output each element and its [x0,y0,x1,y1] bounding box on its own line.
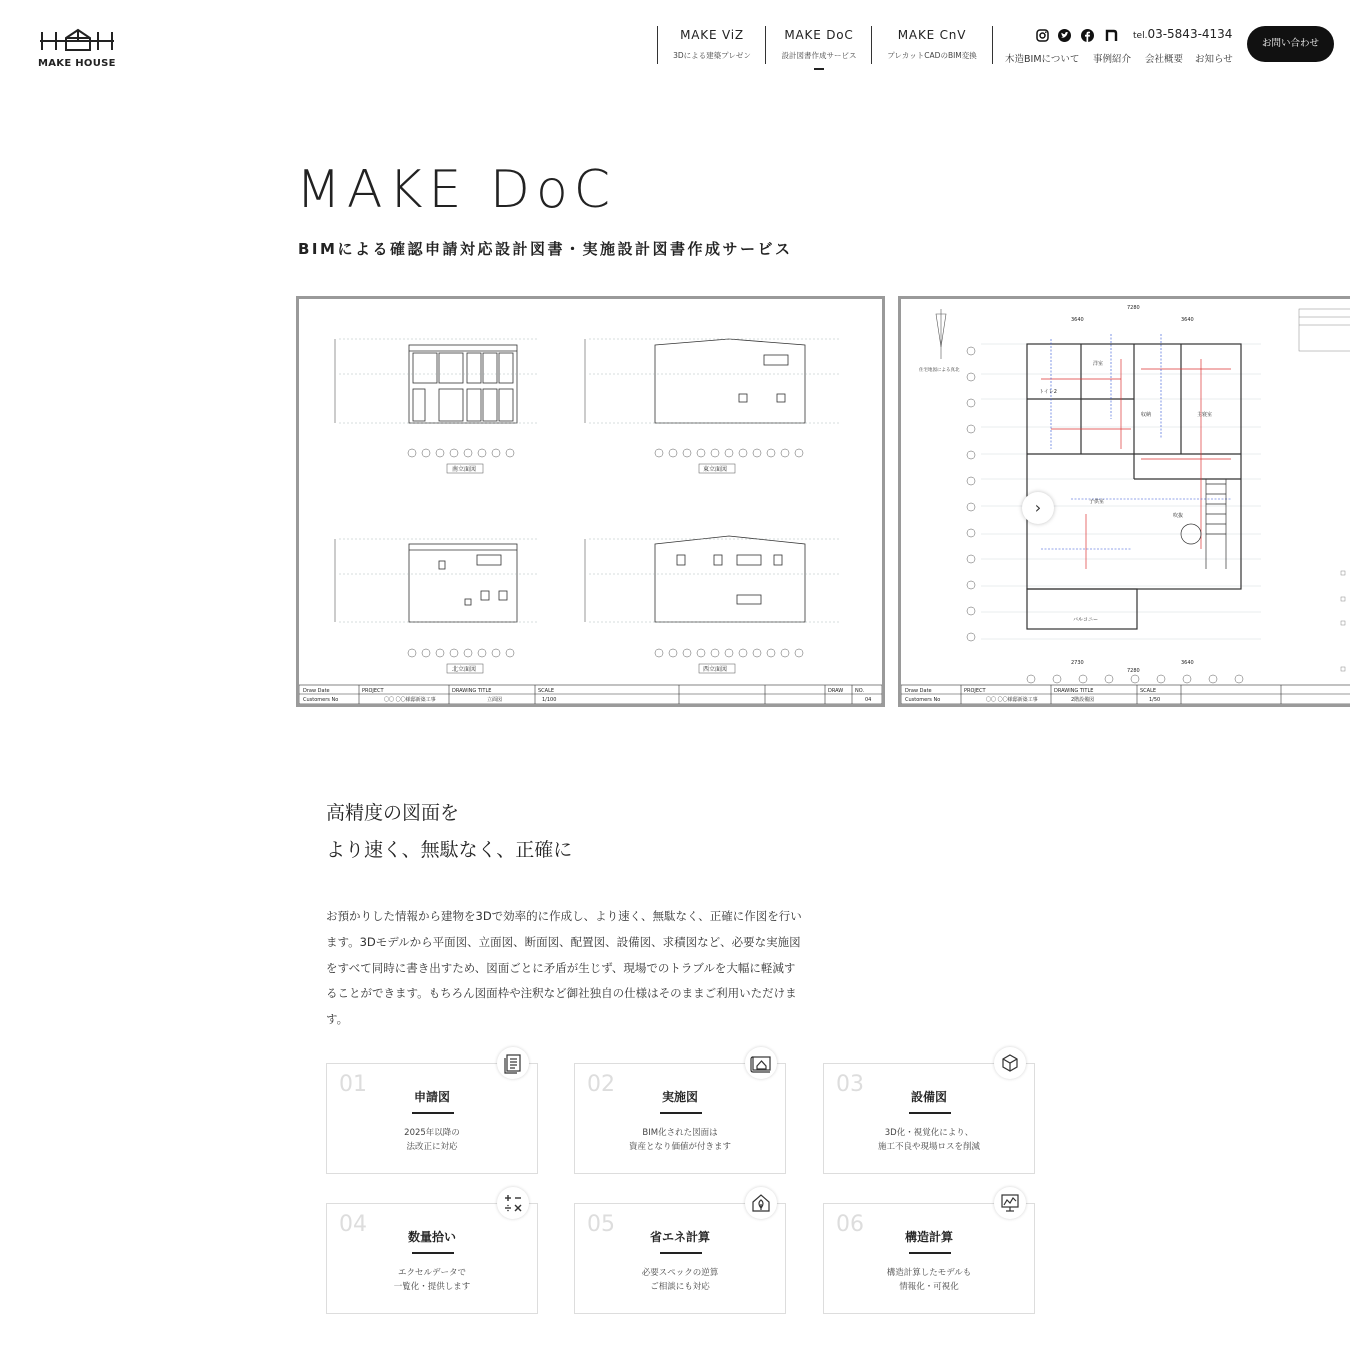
plan-drawing [901,299,1350,704]
card-divider [412,1252,454,1254]
dim-label: 3640 [1071,317,1084,323]
nav-sub: プレカットCADのBIM変換 [887,51,977,60]
service-card-01[interactable] [326,1063,538,1174]
card-desc: 2025年以降の 法改正に対応 [404,1128,460,1152]
titleblock-text: 〇〇 〇〇様邸新築工事 [384,697,436,703]
calculator-icon [497,1187,529,1219]
nav-sub: 3Dによる建築プレゼン [673,51,751,60]
room-label: 収納 [1141,412,1152,418]
view-label: 東立面図 [703,466,728,473]
card-title: 構造計算 [904,1230,953,1244]
section-lead [326,795,572,869]
view-label: 南立面図 [452,466,477,473]
nav-title: MAKE DoC [784,28,854,42]
titleblock-text: DRAW [828,688,844,694]
structure-icon [994,1187,1026,1219]
titleblock-text: NO. [855,688,865,694]
room-label: 吹抜 [1173,513,1184,519]
room-label: 洋室 [1093,361,1104,367]
page-subtitle: BIMによる確認申請対応設計図書・実施設計図書作成サービス [298,240,793,258]
card-number: 06 [836,1212,864,1237]
contact-button[interactable]: お問い合わせ [1247,26,1334,62]
nav-title: MAKE ViZ [680,28,744,42]
room-label: 子供室 [1089,499,1105,505]
service-card-03[interactable] [823,1063,1035,1174]
card-title: 数量拾い [407,1230,456,1244]
titleblock-text: 〇〇 〇〇様邸新築工事 [986,697,1038,703]
card-desc: BIM化された図面は 資産となり価値が付きます [628,1128,731,1152]
document-icon [497,1047,529,1079]
lead-line: より速く、無駄なく、正確に [326,839,573,861]
dim-label: 3640 [1181,317,1194,323]
note-icon[interactable] [1105,27,1118,40]
titleblock-text: Customers No [303,697,339,703]
cube-icon [994,1047,1026,1079]
drawing-slide-plan[interactable] [898,296,1350,707]
card-divider [412,1112,454,1114]
page-title: MAKE DoC [296,160,617,220]
card-number: 05 [587,1212,615,1237]
nav-make-viz[interactable] [657,26,766,64]
facebook-icon[interactable] [1081,27,1094,40]
link-cases[interactable]: 事例紹介 [1093,54,1132,65]
service-card-06[interactable] [823,1203,1035,1314]
active-indicator [814,68,824,70]
nav-make-cnv[interactable] [871,26,993,64]
nav-title: MAKE CnV [897,28,967,42]
card-title: 設備図 [910,1090,947,1104]
section-body: お預かりした情報から建物を3Dで効率的に作成し、より速く、無駄なく、正確に作図を行います。3Dモデルから平面図、立面図、断面図、配置図、設備図、求積図など、必要な実施図をすべて同時に書き出すため、図面ごとに矛盾が生じず、現場でのトラブルを大幅に軽減することができます。もちろん図面枠や注釈など御社独自の仕様はそのままご利用いただけます。 [326,909,802,1027]
card-number: 03 [836,1072,864,1097]
card-divider [909,1112,951,1114]
drawing-slide-elevations[interactable] [296,296,885,707]
dim-label: 3640 [1181,660,1194,666]
titleblock-text: 1/50 [1149,697,1161,703]
card-desc: 必要スペックの逆算 ご相談にも対応 [641,1268,719,1292]
dim-label: 2730 [1071,660,1084,666]
titleblock-text: DRAWING TITLE [1054,688,1094,694]
card-number: 02 [587,1072,615,1097]
titleblock-text: 立面図 [487,697,503,703]
titleblock-text: Draw Date [303,688,330,694]
dim-label: 7280 [1127,668,1140,674]
link-wood-bim[interactable]: 木造BIMについて [1005,54,1080,65]
room-label: バルコニー [1073,617,1099,623]
titleblock-text: Customers No [905,697,941,703]
titleblock-text: 04 [865,697,872,703]
titleblock-text: PROJECT [964,688,986,694]
room-label: 主寝室 [1197,412,1213,418]
twitter-icon[interactable] [1058,27,1071,40]
dim-label: 7280 [1127,305,1140,311]
service-card-02[interactable] [574,1063,786,1174]
titleblock-text: PROJECT [362,688,384,694]
card-number: 04 [339,1212,367,1237]
tel-value: 03-5843-4134 [1147,27,1233,41]
north-note: 住宅地図による真北 [919,368,960,373]
room-label: トイレ2 [1039,389,1057,395]
instagram-icon[interactable] [1036,27,1049,40]
eco-house-icon [745,1187,777,1219]
card-title: 実施図 [661,1090,698,1104]
titleblock-text: SCALE [1140,688,1157,694]
service-card-05[interactable] [574,1203,786,1314]
card-divider [660,1112,702,1114]
card-desc: 構造計算したモデルも 情報化・可視化 [886,1268,972,1292]
card-title: 省エネ計算 [649,1230,710,1244]
blueprint-icon [745,1047,777,1079]
view-label: 北立面図 [452,666,477,673]
service-card-04[interactable] [326,1203,538,1314]
lead-line: 高精度の図面を [326,802,460,824]
card-desc: 3D化・視覚化により、 施工不良や現場ロスを削減 [877,1128,980,1152]
titleblock-text: Draw Date [905,688,932,694]
nav-make-doc[interactable] [765,26,872,64]
phone-number[interactable] [1133,27,1232,41]
titleblock-text: 1/100 [542,697,557,703]
link-company[interactable]: 会社概要 [1145,54,1184,65]
logo-text: MAKE HOUSE [38,58,116,69]
titleblock-text: 2階設備図 [1071,697,1095,703]
titleblock-text: DRAWING TITLE [452,688,492,694]
link-news[interactable]: お知らせ [1195,54,1233,65]
carousel-next-button[interactable] [1022,492,1054,524]
card-number: 01 [339,1072,367,1097]
card-desc: エクセルデータで 一覧化・提供します [393,1268,471,1292]
card-divider [909,1252,951,1254]
titleblock-text: SCALE [538,688,555,694]
card-title: 申請図 [413,1090,450,1104]
card-divider [660,1252,702,1254]
view-label: 西立面図 [703,666,728,673]
tel-prefix: tel. [1133,31,1148,41]
chevron-right-icon: › [1034,498,1042,517]
nav-sub: 設計図書作成サービス [781,51,857,60]
elevation-drawing [299,299,882,704]
